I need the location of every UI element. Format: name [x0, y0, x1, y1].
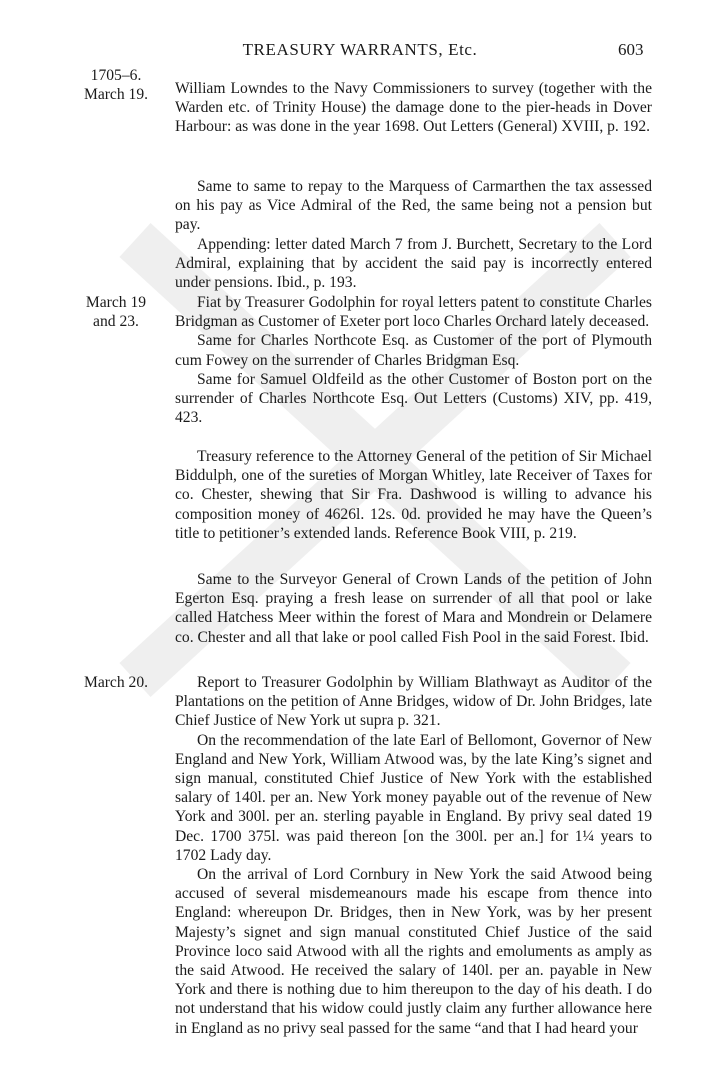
entry-paragraph: Same for Charles Northcote Esq. as Customer of the port of Plymouth cum Fowey on the surrender of Charles Bridgman Esq.	[175, 332, 652, 369]
date-year: 1705–6.	[90, 67, 142, 84]
entry-body	[175, 79, 652, 137]
entry-paragraph: On the recommendation of the late Earl of Bellomont, Governor of New England and New York, William Atwood was, by the late King’s signet and sign manual, constituted Chief Justice of New York with the established salary of 140l. per an. New York money payable out of the revenue of New York and 300l. per an. sterling payable in England. By privy seal dated 19 Dec. 1700 375l. was paid thereon [on the 300l. per an.] for 1¼ years to 1702 Lady day.	[175, 731, 652, 864]
entry-paragraph: Treasury reference to the Attorney General of the petition of Sir Michael Biddulph, one of the sureties of Morgan Whitley, late Receiver of Taxes for co. Chester, shewing that Sir Fra. Dashwood is willing to advance his composition money of 4626l. 12s. 0d. provided he may have the Queen’s title to petitioner’s extended lands. Reference Book VIII, p. 219.	[175, 448, 652, 542]
entry-paragraph: Appending: letter dated March 7 from J. Burchett, Secretary to the Lord Admiral, explaining that by accident the said pay is incorrectly entered under pensions. Ibid., p. 193.	[175, 235, 652, 292]
running-header: TREASURY WARRANTS, Etc.	[242, 40, 478, 59]
entry-date	[70, 66, 162, 104]
page-number: 603	[618, 40, 644, 59]
entry-body	[175, 570, 652, 647]
entry-paragraph: Report to Treasurer Godolphin by William Blathwayt as Auditor of the Plantations on the petition of Anne Bridges, widow of Dr. John Bridges, late Chief Justice of New York ut supra p. 321.	[175, 674, 652, 730]
entry-date	[70, 293, 162, 331]
entry-paragraph: Same to the Surveyor General of Crown Lands of the petition of John Egerton Esq. praying a fresh lease on surrender of all that pool or lake called Hatchess Meer within the forest of Mara and Mondrein or Delamere co. Chester and all that lake or pool called Fish Pool in the said Forest. Ibid.	[175, 571, 652, 646]
entry-paragraph: On the arrival of Lord Cornbury in New York the said Atwood being accused of several misdemeanours made his escape from thence into England: whereupon Dr. Bridges, then in New York, was by her present Majesty’s signet and sign manual constituted Chief Justice of the said Province loco said Atwood with all the rights and emoluments as amply as the said Atwood. He received the salary of 140l. per an. payable in New York and there is nothing due to him thereupon to the day of his death. I do not understand that his widow could justly claim any further allowance here in England as no privy seal passed for the same “and that I had heard your	[175, 866, 652, 1037]
entry-paragraph: Same for Samuel Oldfeild as the other Customer of Boston port on the surrender of Charles Northcote Esq. Out Letters (Customs) XIV, pp. 419, 423.	[175, 370, 652, 427]
date-day: March 19.	[83, 86, 149, 103]
date-line: March 20.	[83, 674, 149, 691]
entry-paragraph: William Lowndes to the Navy Commissioners to survey (together with the Warden etc. of Trinity House) the damage done to the pier-heads in Dover Harbour: as was done in the year 1698. Out Letters (General) XVIII, p. 192.	[175, 80, 652, 136]
date-line: and 23.	[93, 313, 139, 330]
entry-body	[175, 447, 652, 543]
entry-paragraph: Fiat by Treasurer Godolphin for royal letters patent to constitute Charles Bridgman as Customer of Exeter port loco Charles Orchard lately deceased.	[175, 294, 652, 331]
entry-paragraph: Same to same to repay to the Marquess of Carmarthen the tax assessed on his pay as Vice Admiral of the Red, the same being not a pension but pay.	[175, 178, 652, 234]
date-line: March 19	[85, 294, 147, 311]
entry-date	[70, 673, 162, 692]
entry-body	[175, 293, 652, 427]
entry-body	[175, 177, 652, 292]
entry-body	[175, 673, 652, 1038]
